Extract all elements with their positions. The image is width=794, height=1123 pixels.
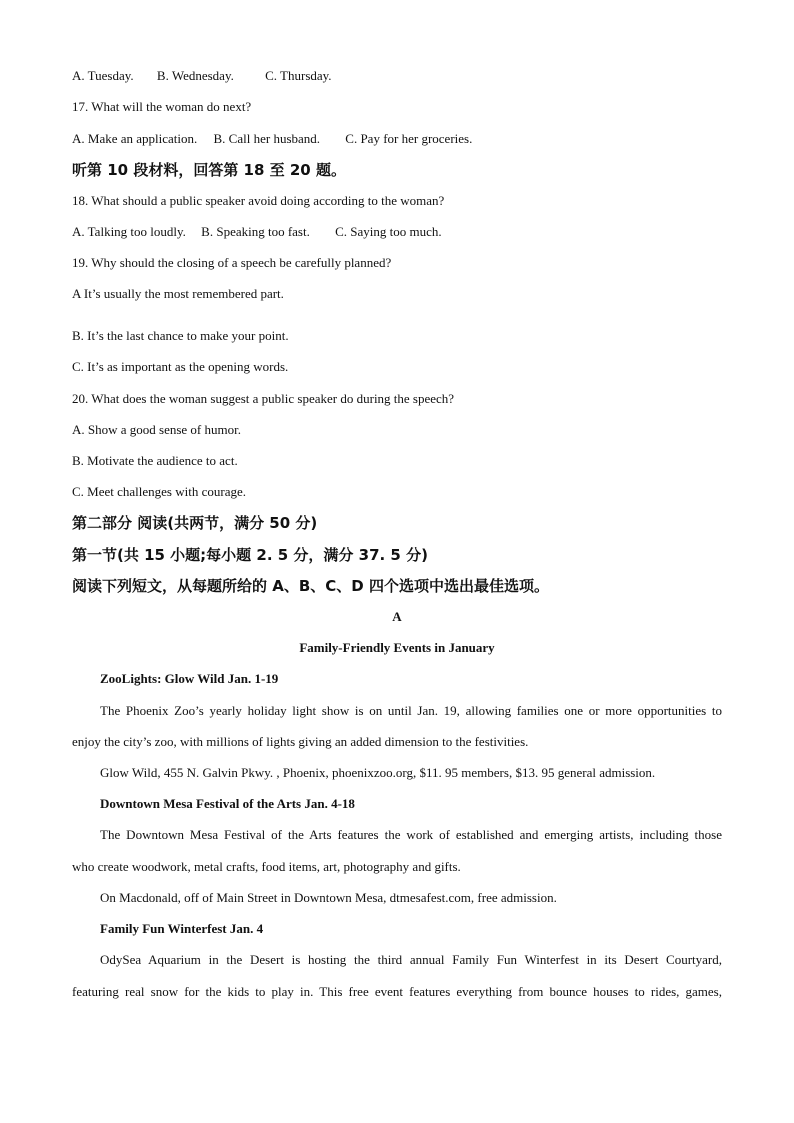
q20-option-c: C. Meet challenges with courage. [72,484,246,499]
event-1-info: Glow Wild, 455 N. Galvin Pkwy. , Phoenix, phoenixzoo.org, $11. 95 members, $13. 95 general admission. [100,765,656,780]
q18-option-a: A. Talking too loudly. [72,224,186,239]
q19-option-a: A It’s usually the most remembered part. [72,286,284,301]
section1-heading: 第一节(共 15 小题;每小题 2. 5 分，满分 37. 5 分) [72,546,428,564]
event-1-heading: ZooLights: Glow Wild Jan. 1-19 [100,671,279,686]
q17-options [72,131,472,147]
q18-option-b: B. Speaking too fast. [201,224,310,239]
q16-option-b: B. Wednesday. [156,68,234,83]
q18-options [72,224,442,240]
reading-instruction: 阅读下列短文，从每题所给的 A、B、C、D 四个选项中选出最佳选项。 [72,577,549,595]
event-2-info: On Macdonald, off of Main Street in Downtown Mesa, dtmesafest.com, free admission. [100,890,557,905]
event-3-desc-line-2: featuring real snow for the kids to play in. This free event features everything from bounce houses to rides, games, [72,984,722,999]
event-2-desc-line-1: The Downtown Mesa Festival of the Arts features the work of established and emerging artists, including those [100,827,722,842]
q18-question: 18. What should a public speaker avoid doing according to the woman? [72,193,445,208]
q20-option-a: A. Show a good sense of humor. [72,422,241,437]
q19-question: 19. Why should the closing of a speech be carefully planned? [72,255,392,270]
passage-label: A [392,609,402,624]
q20-question: 20. What does the woman suggest a public speaker do during the speech? [72,391,455,406]
q17-option-c: C. Pay for her groceries. [345,131,473,146]
passage-title: Family-Friendly Events in January [299,640,495,655]
event-1-desc-line-2: enjoy the city’s zoo, with millions of lights giving an added dimension to the festivities. [72,734,529,749]
q16-options [72,68,332,84]
q19-option-b: B. It’s the last chance to make your point. [72,328,289,343]
q17-option-a: A. Make an application. [72,131,198,146]
event-2-desc-line-2: who create woodwork, metal crafts, food items, art, photography and gifts. [72,859,461,874]
q17-option-b: B. Call her husband. [213,131,321,146]
part2-heading: 第二部分 阅读(共两节，满分 50 分) [72,514,318,532]
event-3-desc-line-1: OdySea Aquarium in the Desert is hosting the third annual Family Fun Winterfest in its Desert Courtyard, [100,952,722,967]
section-10-heading: 听第 10 段材料，回答第 18 至 20 题。 [72,161,346,179]
q20-option-b: B. Motivate the audience to act. [72,453,238,468]
q16-option-a: A. Tuesday. [72,68,134,83]
event-3-heading: Family Fun Winterfest Jan. 4 [100,921,264,936]
q18-option-c: C. Saying too much. [335,224,442,239]
event-1-desc-line-1: The Phoenix Zoo’s yearly holiday light show is on until Jan. 19, allowing families one or more opportunities to [100,703,722,718]
q16-option-c: C. Thursday. [265,68,332,83]
q17-question: 17. What will the woman do next? [72,99,252,114]
event-2-heading: Downtown Mesa Festival of the Arts Jan. 4-18 [100,796,355,811]
q19-option-c: C. It’s as important as the opening words. [72,359,289,374]
